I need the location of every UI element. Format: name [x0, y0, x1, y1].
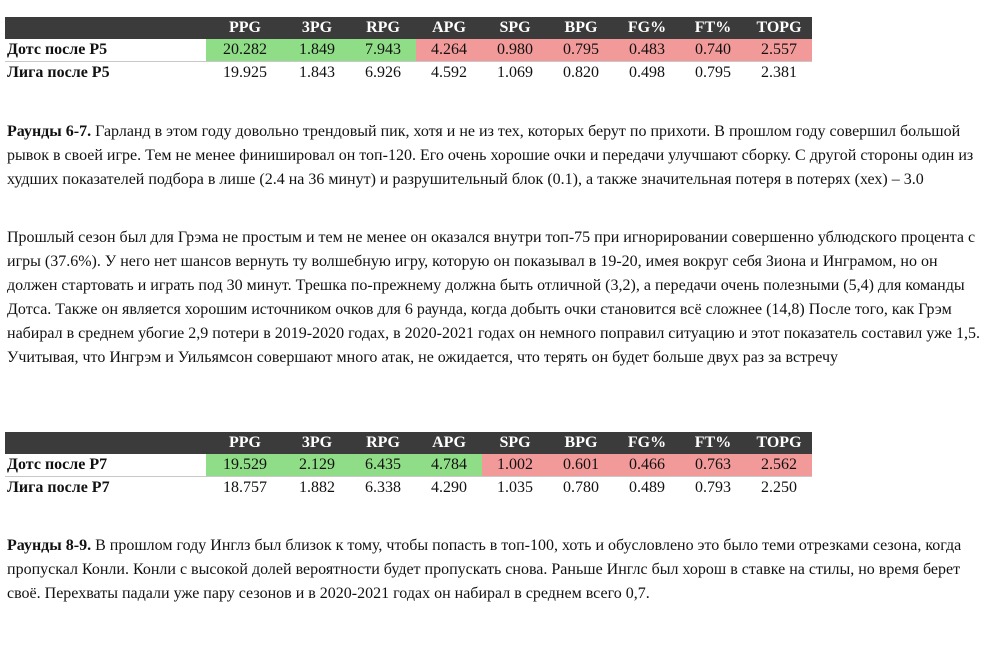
header-spg: SPG — [482, 432, 548, 454]
paragraph-text: Прошлый сезон был для Грэма не простым и тем не менее он оказался внутри топ-75 при игнорировании совершенно ублюдского процента с игры (37.6%). У него нет шансов вернуть ту волшебную игру, которую он показывал в 19-20, имея вокруг себя Зиона и Инграмом, но он должен стартовать и играть под 30 минут. Трешка по-прежнему должна быть отличной (3,2), а передачи очень полезными (5,4) для команды Дотса. Также он является хорошим источником очков для 6 раунда, когда добыть очки становится всё сложнее (14,8) После того, как Грэм набирал в среднем убогие 2,9 потери в 2019-2020 годах, в 2020-2021 годах он немного поправил ситуацию и этот показатель составил уже 1,5. Учитывая, что Ингрэм и Уильямсон совершают много атак, не ожидается, что терять он будет больше двух раз за встречу — [7, 229, 981, 366]
cell-team-ft-pct: 0.740 — [680, 39, 746, 62]
cell-team-ft-pct: 0.763 — [680, 454, 746, 477]
header-blank — [5, 17, 206, 39]
row-label-team: Дотс после Р7 — [5, 454, 206, 477]
header-fg-pct: FG% — [614, 432, 680, 454]
paragraph-rounds-8-9 — [7, 534, 982, 606]
cell-team-topg: 2.557 — [746, 39, 812, 62]
cell-league-bpg: 0.780 — [563, 479, 599, 496]
header-ft-pct: FT% — [680, 17, 746, 39]
cell-team-spg: 1.002 — [482, 454, 548, 477]
header-blank — [5, 432, 206, 454]
header-spg: SPG — [482, 17, 548, 39]
cell-team-rpg: 6.435 — [350, 454, 416, 477]
paragraph-heading: Раунды 8-9. — [7, 537, 92, 554]
table-row-league — [5, 477, 812, 500]
row-label-league: Лига после Р5 — [7, 64, 110, 81]
paragraph-graham — [7, 226, 982, 370]
header-bpg: BPG — [548, 17, 614, 39]
header-ft-pct: FT% — [680, 432, 746, 454]
cell-league-topg: 2.381 — [761, 64, 797, 81]
header-bpg: BPG — [548, 432, 614, 454]
cell-league-fg-pct: 0.489 — [629, 479, 665, 496]
header-apg: APG — [416, 17, 482, 39]
cell-team-bpg: 0.601 — [548, 454, 614, 477]
table-row-team — [5, 39, 812, 62]
table-header-row — [5, 17, 812, 39]
cell-team-ppg: 20.282 — [206, 39, 284, 62]
cell-league-apg: 4.592 — [431, 64, 467, 81]
cell-team-fg-pct: 0.483 — [614, 39, 680, 62]
paragraph-rounds-6-7 — [7, 120, 982, 192]
header-topg: TOPG — [746, 17, 812, 39]
cell-team-spg: 0.980 — [482, 39, 548, 62]
stats-table-round-7 — [5, 432, 812, 499]
header-ppg: PPG — [206, 432, 284, 454]
paragraph-text: В прошлом году Инглз был близок к тому, чтобы попасть в топ-100, хоть и обусловлено это было теми отрезками сезона, когда пропускал Конли. Конли с высокой долей вероятности будет пропускать снова. Раньше Инглс был хорош в ставке на стилы, но время берет своё. Перехваты падали уже пару сезонов и в 2020-2021 годах он набирал в среднем всего 0,7. — [7, 537, 962, 602]
cell-team-3pg: 2.129 — [284, 454, 350, 477]
cell-league-fg-pct: 0.498 — [629, 64, 665, 81]
cell-league-rpg: 6.926 — [365, 64, 401, 81]
table-row-league — [5, 62, 812, 85]
header-3pg: 3PG — [284, 432, 350, 454]
cell-league-ft-pct: 0.795 — [695, 64, 731, 81]
cell-team-apg: 4.784 — [416, 454, 482, 477]
header-rpg: RPG — [350, 17, 416, 39]
cell-team-fg-pct: 0.466 — [614, 454, 680, 477]
cell-league-ppg: 18.757 — [223, 479, 267, 496]
table-row-team — [5, 454, 812, 477]
header-topg: TOPG — [746, 432, 812, 454]
paragraph-text: Гарланд в этом году довольно трендовый пик, хотя и не из тех, которых берут по прихоти. В прошлом году совершил большой рывок в своей игре. Тем не менее финишировал он топ-120. Его очень хорошие очки и передачи улучшают сборку. С другой стороны один из худших показателей подбора в лише (2.4 на 36 минут) и разрушительный блок (0.1), а также значительная потеря в потерях (хех) – 3.0 — [7, 123, 974, 188]
cell-league-spg: 1.035 — [497, 479, 533, 496]
cell-league-3pg: 1.882 — [299, 479, 335, 496]
cell-team-topg: 2.562 — [746, 454, 812, 477]
cell-league-rpg: 6.338 — [365, 479, 401, 496]
header-3pg: 3PG — [284, 17, 350, 39]
cell-league-ft-pct: 0.793 — [695, 479, 731, 496]
row-label-league: Лига после Р7 — [7, 479, 110, 496]
cell-league-ppg: 19.925 — [223, 64, 267, 81]
header-ppg: PPG — [206, 17, 284, 39]
cell-league-apg: 4.290 — [431, 479, 467, 496]
cell-team-bpg: 0.795 — [548, 39, 614, 62]
paragraph-heading: Раунды 6-7. — [7, 123, 92, 140]
header-rpg: RPG — [350, 432, 416, 454]
cell-team-rpg: 7.943 — [350, 39, 416, 62]
cell-team-apg: 4.264 — [416, 39, 482, 62]
cell-league-topg: 2.250 — [761, 479, 797, 496]
stats-table-round-5 — [5, 17, 812, 84]
header-apg: APG — [416, 432, 482, 454]
cell-league-3pg: 1.843 — [299, 64, 335, 81]
cell-league-spg: 1.069 — [497, 64, 533, 81]
cell-league-bpg: 0.820 — [563, 64, 599, 81]
cell-team-ppg: 19.529 — [206, 454, 284, 477]
row-label-team: Дотс после Р5 — [5, 39, 206, 62]
cell-team-3pg: 1.849 — [284, 39, 350, 62]
table-header-row — [5, 432, 812, 454]
header-fg-pct: FG% — [614, 17, 680, 39]
